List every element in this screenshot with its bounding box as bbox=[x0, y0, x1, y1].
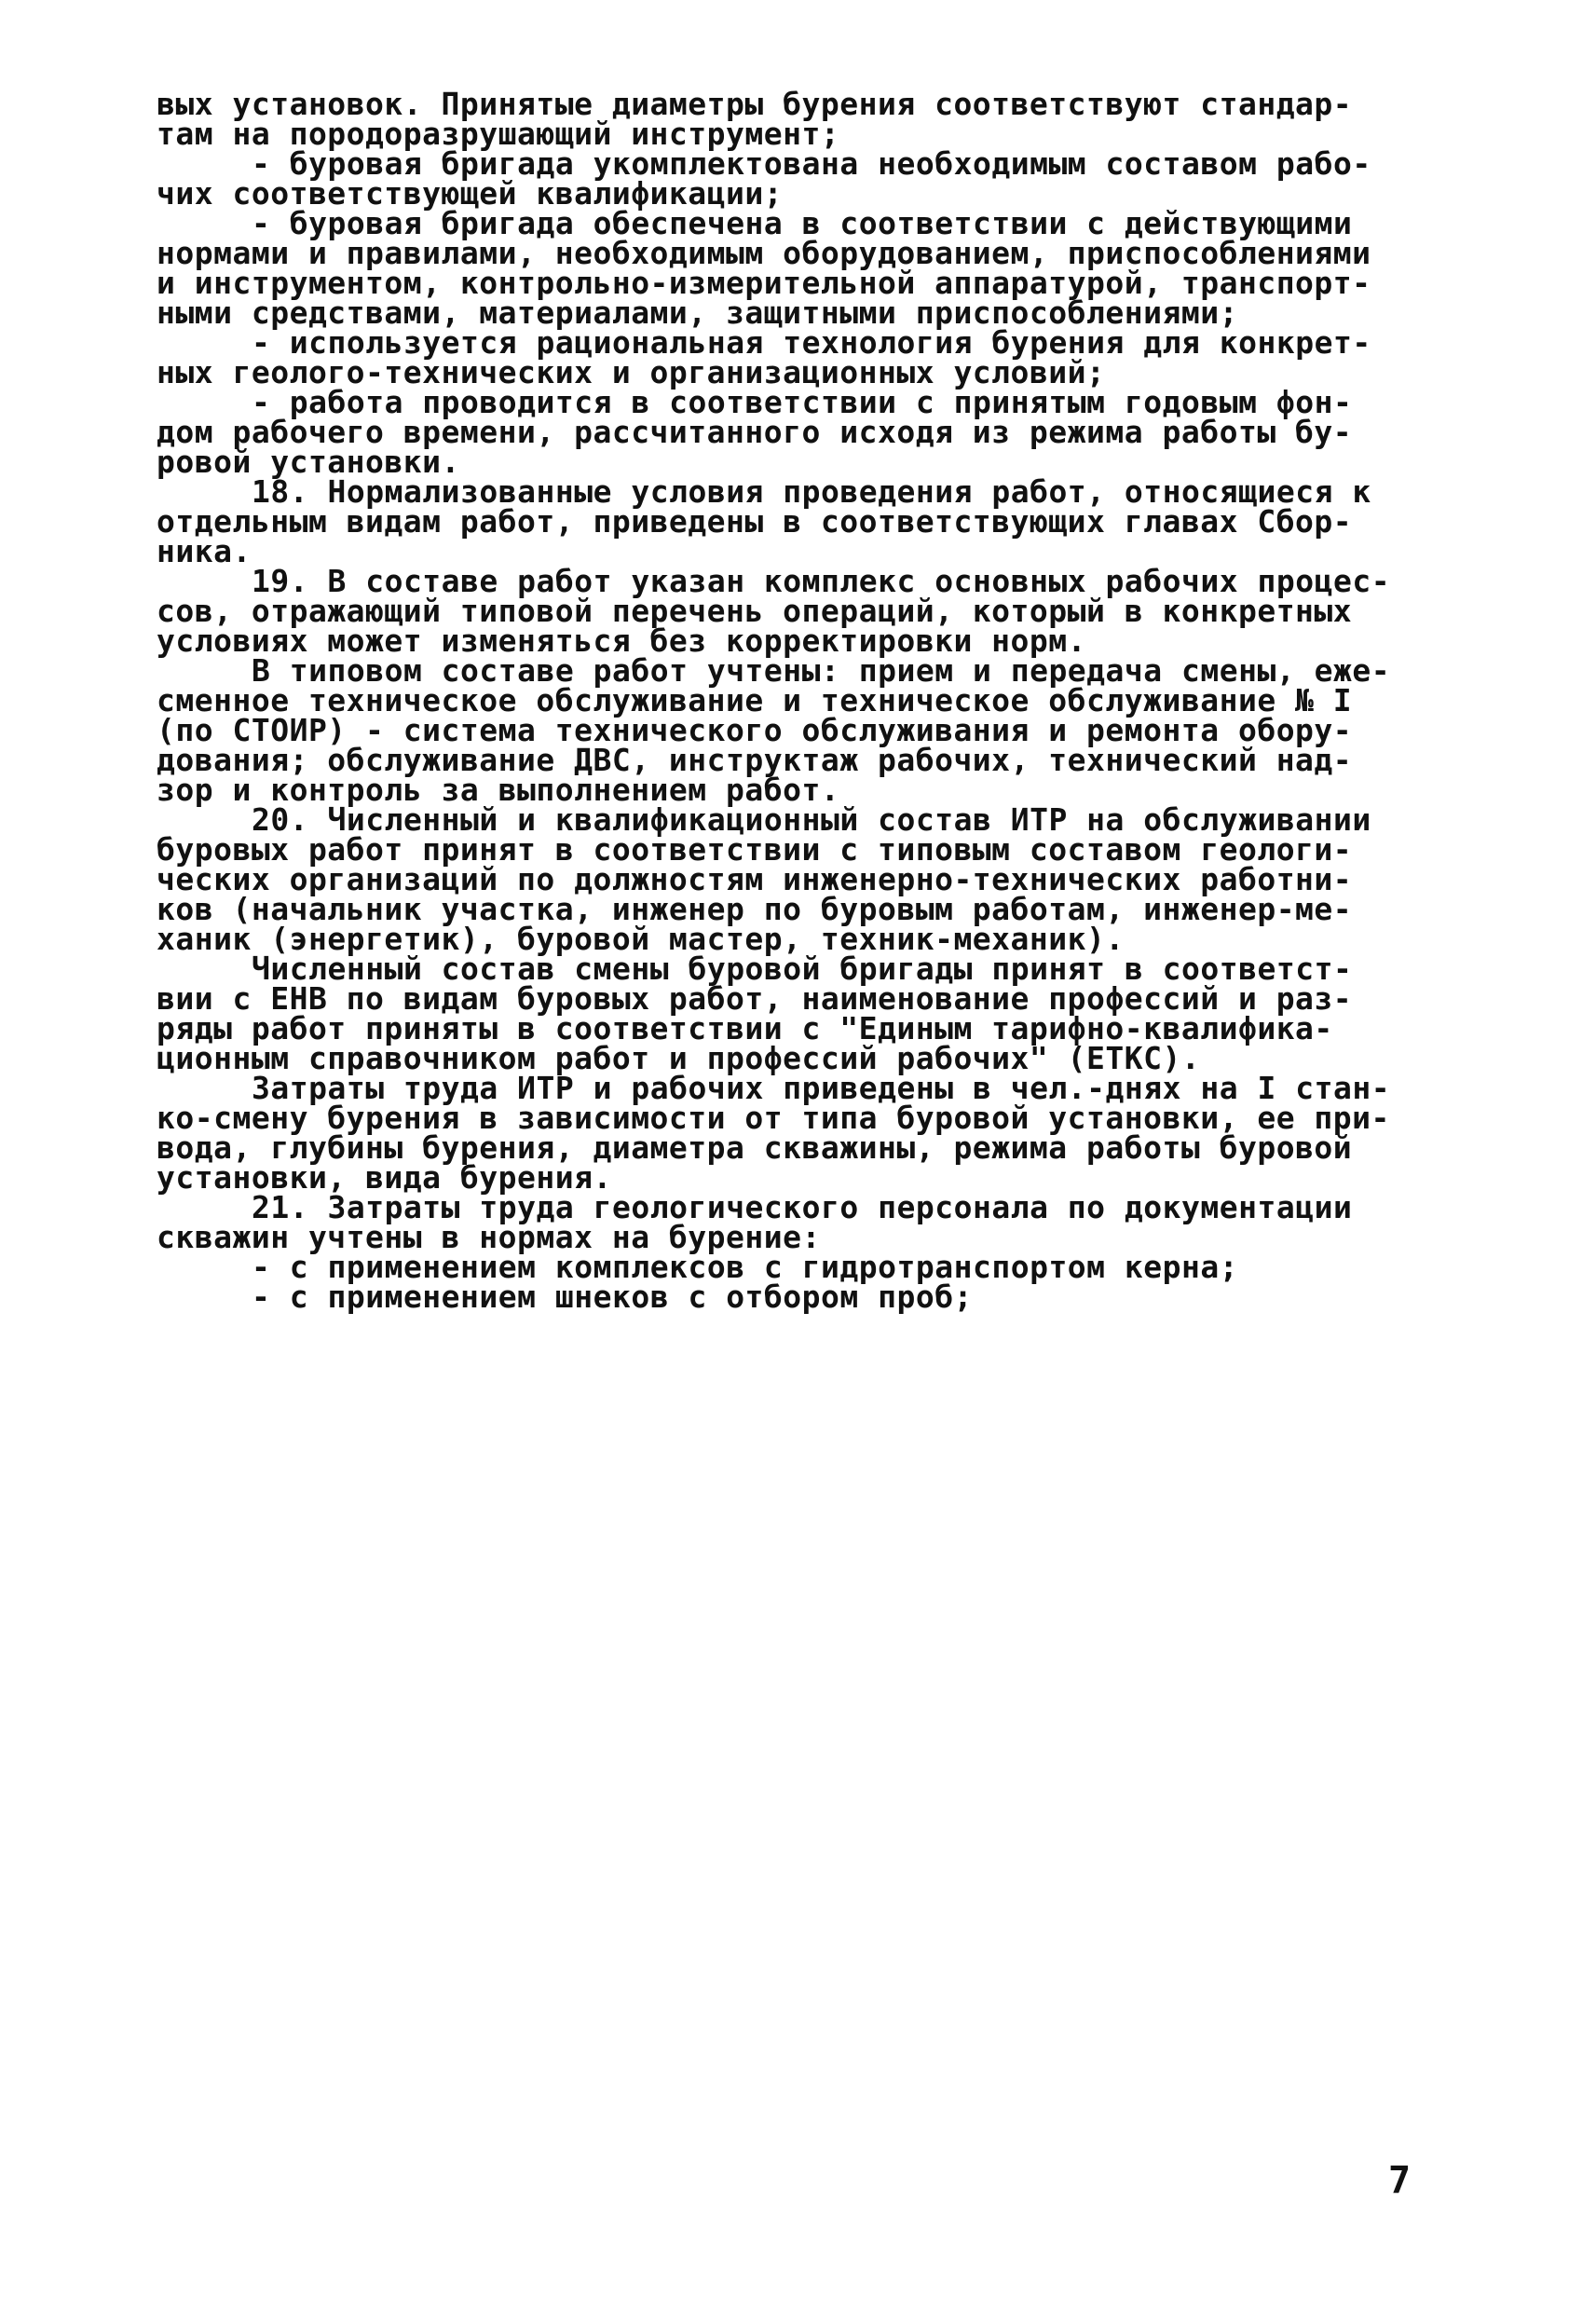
text-line: и инструментом, контрольно-измерительной аппаратурой, транспорт- bbox=[157, 265, 1371, 301]
text-line: ровой установки. bbox=[157, 444, 460, 480]
text-line: сов, отражающий типовой перечень операций, который в конкретных bbox=[157, 593, 1353, 629]
text-line: чих соответствующей квалификации; bbox=[157, 175, 784, 212]
page-number: 7 bbox=[1388, 2159, 1412, 2202]
text-line: ряды работ приняты в соответствии с "Единым тарифно-квалифика- bbox=[157, 1010, 1333, 1046]
text-line: ными средствами, материалами, защитными приспособлениями; bbox=[157, 294, 1238, 331]
text-line: ханик (энергетик), буровой мастер, техник-механик). bbox=[157, 921, 1125, 957]
text-line: ных геолого-технических и организационных условий; bbox=[157, 354, 1106, 390]
text-line: там на породоразрушающий инструмент; bbox=[157, 116, 840, 152]
text-line: ческих организаций по должностям инженерно-технических работни- bbox=[157, 861, 1353, 897]
text-line: дования; обслуживание ДВС, инструктаж рабочих, технический над- bbox=[157, 742, 1353, 778]
text-line: Затраты труда ИТР и рабочих приведены в чел.-днях на I стан- bbox=[252, 1070, 1391, 1106]
text-line: установки, вида бурения. bbox=[157, 1159, 612, 1196]
text-line: - буровая бригада обеспечена в соответствии с действующими bbox=[252, 205, 1353, 241]
text-line: Численный состав смены буровой бригады принят в соответст- bbox=[252, 950, 1353, 987]
text-line: - с применением комплексов с гидротранспортом керна; bbox=[252, 1249, 1239, 1285]
text-line: 21. Затраты труда геологического персонала по документации bbox=[252, 1189, 1353, 1225]
text-line: ков (начальник участка, инженер по буровым работам, инженер-ме- bbox=[157, 891, 1353, 927]
text-line: зор и контроль за выполнением работ. bbox=[157, 772, 840, 808]
text-line: дом рабочего времени, рассчитанного исходя из режима работы бу- bbox=[157, 414, 1353, 450]
text-line: - используется рациональная технология бурения для конкрет- bbox=[252, 324, 1371, 361]
text-line: ко-смену бурения в зависимости от типа буровой установки, ее при- bbox=[157, 1100, 1390, 1136]
text-line: сменное техническое обслуживание и техническое обслуживание № I bbox=[157, 682, 1353, 718]
text-line: буровых работ принят в соответствии с типовым составом геологи- bbox=[157, 831, 1353, 868]
text-line: отдельным видам работ, приведены в соответствующих главах Сбор- bbox=[157, 503, 1353, 540]
text-line: - с применением шнеков с отбором проб; bbox=[252, 1279, 973, 1315]
text-line: 20. Численный и квалификационный состав ИТР на обслуживании bbox=[252, 801, 1371, 838]
text-line: ционным справочником работ и профессий рабочих" (ЕТКС). bbox=[157, 1040, 1201, 1076]
text-line: В типовом составе работ учтены: прием и передача смены, еже- bbox=[252, 652, 1391, 689]
text-line: скважин учтены в нормах на бурение: bbox=[157, 1219, 821, 1255]
text-line: - работа проводится в соответствии с принятым годовым фон- bbox=[252, 384, 1353, 420]
text-line: 18. Нормализованные условия проведения работ, относящиеся к bbox=[252, 473, 1371, 510]
text-line: вода, глубины бурения, диаметра скважины, режима работы буровой bbox=[157, 1129, 1353, 1166]
text-line: вии с ЕНВ по видам буровых работ, наименование профессий и раз- bbox=[157, 980, 1353, 1017]
text-line: вых установок. Принятые диаметры бурения соответствуют стандар- bbox=[157, 86, 1353, 122]
text-line: ника. bbox=[157, 533, 252, 569]
text-line: (по СТОИР) - система технического обслуживания и ремонта обору- bbox=[157, 712, 1353, 748]
text-line: 19. В составе работ указан комплекс основных рабочих процес- bbox=[252, 563, 1391, 599]
text-line: условиях может изменяться без корректировки норм. bbox=[157, 622, 1087, 659]
text-line: нормами и правилами, необходимым оборудованием, приспособлениями bbox=[157, 235, 1371, 271]
text-line: - буровая бригада укомплектована необходимым составом рабо- bbox=[252, 145, 1371, 182]
